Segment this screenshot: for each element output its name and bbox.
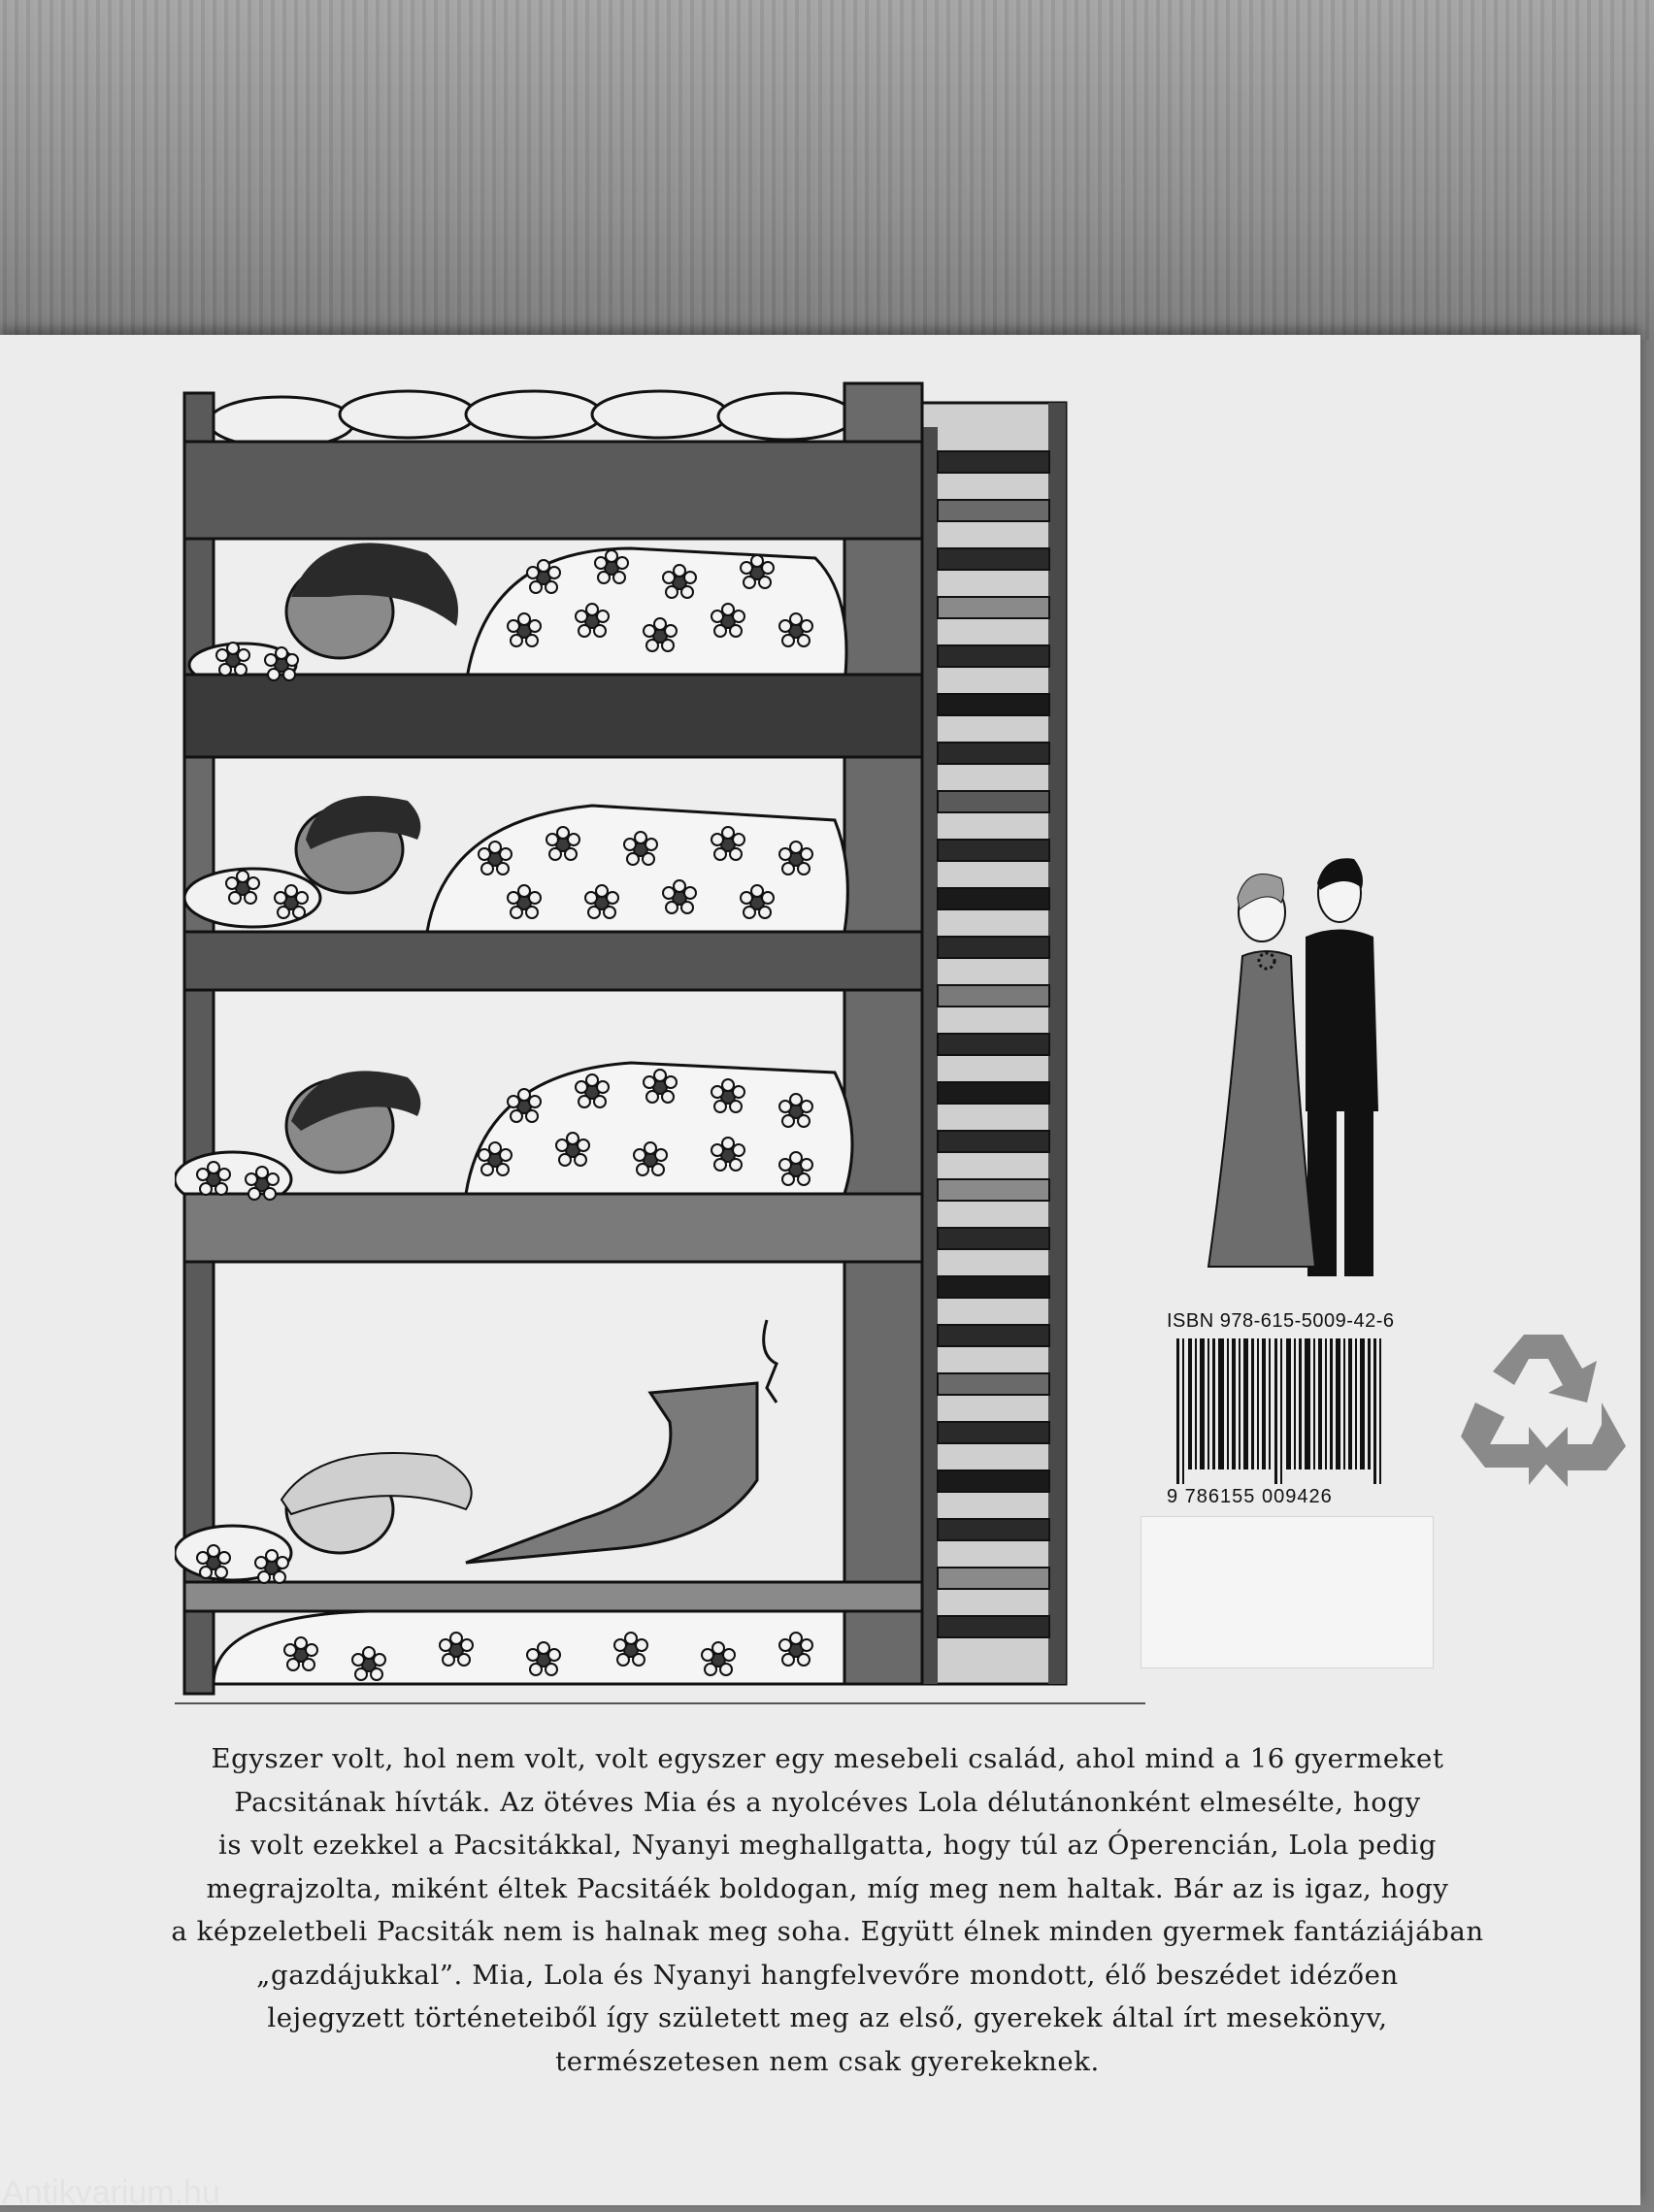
blurb-line: megrajzolta, miként éltek Pacsitáék boldogan, míg meg nem haltak. Bár az is igaz, hogy [206,1872,1449,1904]
bunk-bed-illustration [175,374,1145,1723]
couple-illustration [1189,840,1412,1281]
woman-figure [1208,875,1315,1268]
ladder [920,403,1066,1684]
barcode [1167,1338,1409,1484]
bunk-level-1 [184,442,922,757]
blurb-line: a képzeletbeli Pacsiták nem is halnak meg soha. Együtt élnek minden gyermek fantáziájában [171,1916,1484,1947]
barcode-digits: 9 786155 009426 [1167,1486,1333,1507]
bunk-level-4 [175,1262,922,1684]
isbn-label: ISBN 978-615-5009-42-6 [1167,1310,1395,1332]
blurb-line: Egyszer volt, hol nem volt, volt egyszer egy mesebeli család, ahol mind a 16 gyermeket [211,1743,1444,1774]
man-figure [1306,858,1378,1276]
blurb-line: Pacsitának hívták. Az ötéves Mia és a nyolcéves Lola délutánonként elmesélte, hogy [234,1786,1421,1818]
blurb-line: is volt ezekkel a Pacsitákkal, Nyanyi meghallgatta, hogy túl az Óperencián, Lola pedig [217,1830,1438,1861]
blurb-line: természetesen nem csak gyerekeknek. [555,2045,1100,2077]
recycle-icon [1456,1325,1631,1490]
table-surface [0,0,1654,340]
isbn-block [1167,1310,1439,1508]
back-cover-blurb [58,1737,1597,2083]
blurb-line: lejegyzett történeteiből így született meg az első, gyerekek által írt mesekönyv, [267,2002,1388,2033]
top-pillows [209,391,854,447]
bunk-level-3 [175,990,922,1262]
watermark: Antikvarium.hu [2,2174,220,2211]
bunk-level-2 [184,757,922,990]
price-sticker [1141,1516,1434,1668]
blurb-line: „gazdájukkal”. Mia, Lola és Nyanyi hangfelvevőre mondott, élő beszédet idézően [256,1959,1399,1991]
